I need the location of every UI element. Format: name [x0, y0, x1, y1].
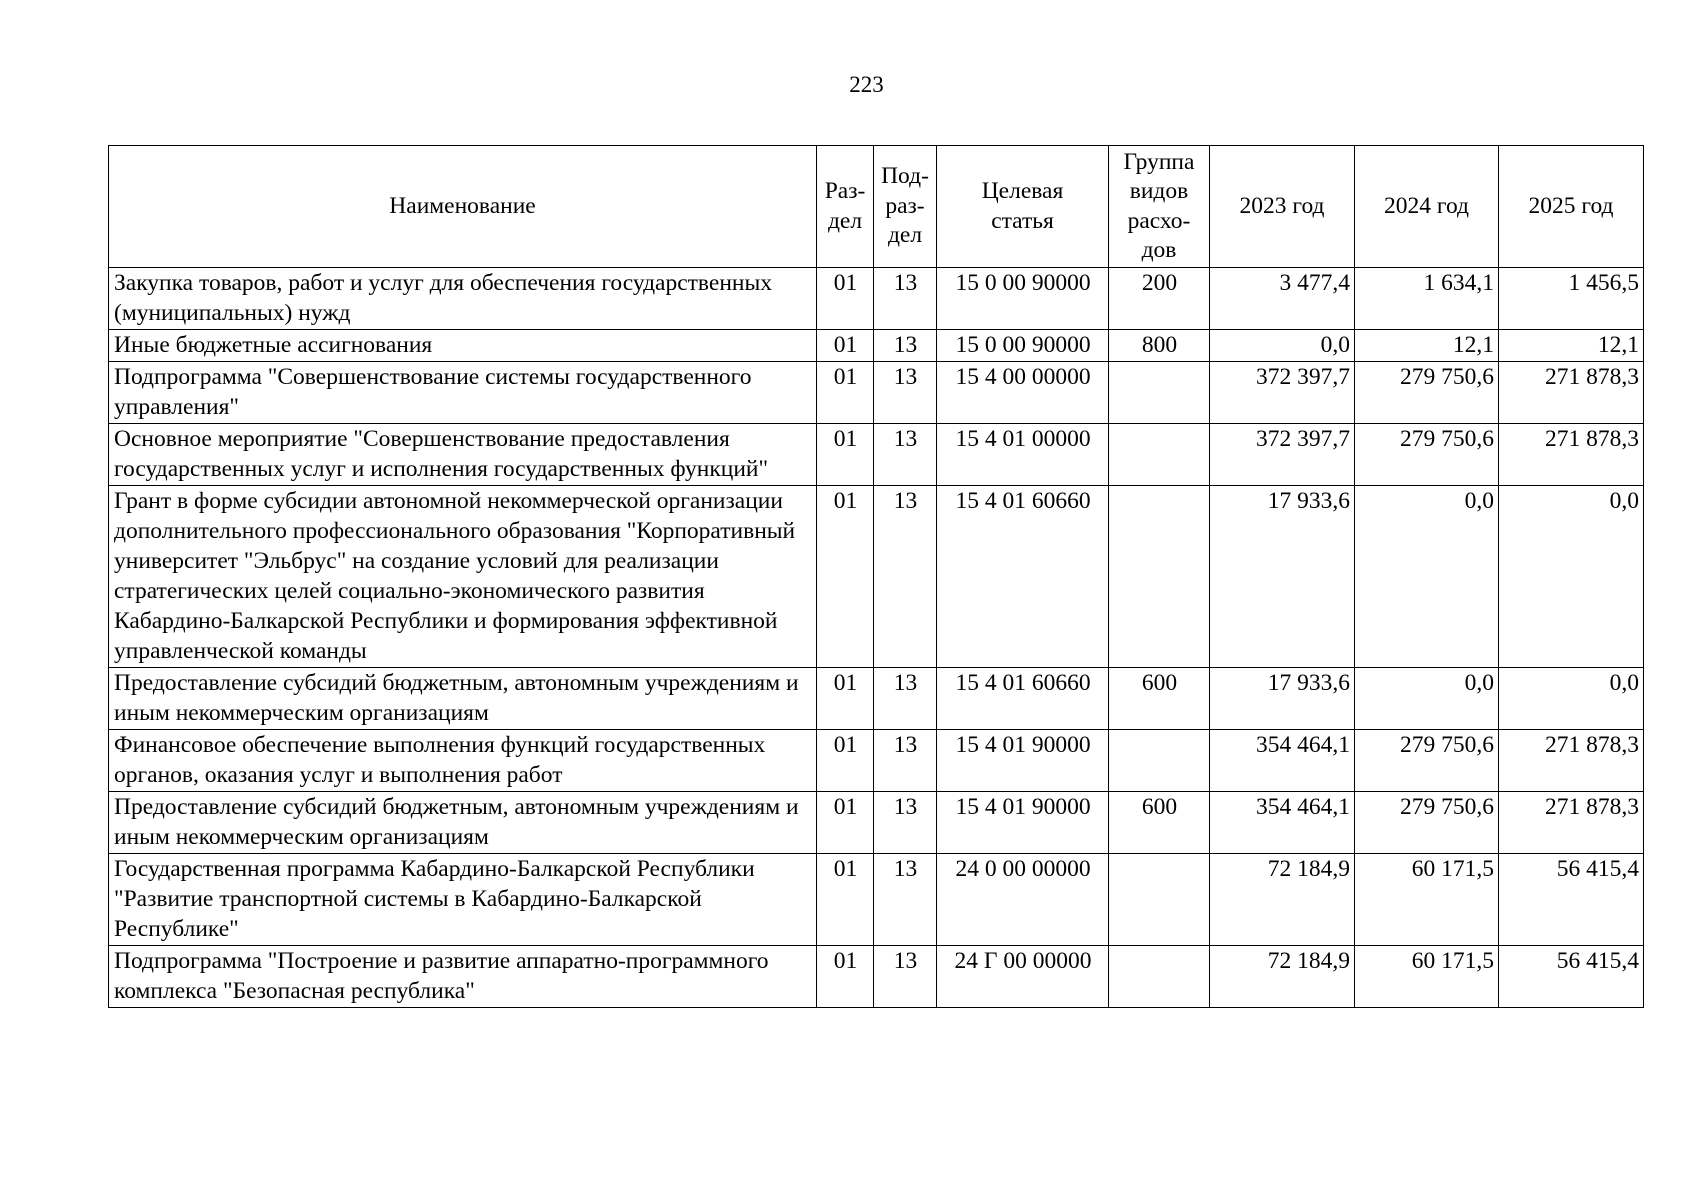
- cell-name: Подпрограмма "Совершенствование системы государственного управления": [109, 362, 817, 424]
- cell-target: 24 0 00 00000: [937, 854, 1109, 946]
- cell-2024: 12,1: [1355, 330, 1499, 362]
- header-2024: [1355, 146, 1499, 268]
- cell-section: 01: [817, 486, 874, 668]
- cell-target: 15 4 01 90000: [937, 792, 1109, 854]
- cell-2023: 354 464,1: [1210, 792, 1355, 854]
- header-subsection: [874, 146, 937, 268]
- header-target-text: Целевая статья: [981, 178, 1064, 234]
- cell-name: Финансовое обеспечение выполнения функций государственных органов, оказания услуг и выполнения работ: [109, 730, 817, 792]
- cell-name: Подпрограмма "Построение и развитие аппаратно-программного комплекса "Безопасная республика": [109, 946, 817, 1008]
- header-2023: [1210, 146, 1355, 268]
- cell-target: 15 4 01 00000: [937, 424, 1109, 486]
- cell-2025: 271 878,3: [1499, 424, 1644, 486]
- header-section: [817, 146, 874, 268]
- table-row: [109, 730, 1644, 792]
- table-row: [109, 668, 1644, 730]
- cell-2025: 56 415,4: [1499, 854, 1644, 946]
- cell-section: 01: [817, 330, 874, 362]
- cell-2023: 72 184,9: [1210, 854, 1355, 946]
- cell-target: 15 0 00 90000: [937, 268, 1109, 330]
- cell-name: Иные бюджетные ассигнования: [109, 330, 817, 362]
- cell-group: [1109, 730, 1210, 792]
- cell-subsection: 13: [874, 946, 937, 1008]
- cell-2024: 279 750,6: [1355, 792, 1499, 854]
- table-row: [109, 330, 1644, 362]
- cell-subsection: 13: [874, 486, 937, 668]
- cell-2024: 1 634,1: [1355, 268, 1499, 330]
- cell-section: 01: [817, 946, 874, 1008]
- header-2024-text: 2024 год: [1384, 192, 1469, 219]
- cell-group: 800: [1109, 330, 1210, 362]
- cell-group: [1109, 424, 1210, 486]
- page-number: 223: [849, 72, 884, 97]
- cell-2024: 60 171,5: [1355, 854, 1499, 946]
- cell-2024: 279 750,6: [1355, 362, 1499, 424]
- cell-2024: 60 171,5: [1355, 946, 1499, 1008]
- cell-subsection: 13: [874, 424, 937, 486]
- cell-section: 01: [817, 730, 874, 792]
- cell-2025: 271 878,3: [1499, 730, 1644, 792]
- table-row: [109, 486, 1644, 668]
- cell-group: 600: [1109, 792, 1210, 854]
- cell-2024: 279 750,6: [1355, 424, 1499, 486]
- header-2025-text: 2025 год: [1528, 192, 1614, 219]
- cell-section: 01: [817, 668, 874, 730]
- cell-2025: 0,0: [1499, 486, 1644, 668]
- cell-2023: 372 397,7: [1210, 424, 1355, 486]
- header-name-text: Наименование: [389, 192, 536, 219]
- cell-subsection: 13: [874, 730, 937, 792]
- cell-section: 01: [817, 792, 874, 854]
- header-name: [109, 146, 817, 268]
- cell-subsection: 13: [874, 268, 937, 330]
- cell-2023: 3 477,4: [1210, 268, 1355, 330]
- cell-target: 15 0 00 90000: [937, 330, 1109, 362]
- cell-2024: 0,0: [1355, 668, 1499, 730]
- table-row: [109, 268, 1644, 330]
- cell-subsection: 13: [874, 362, 937, 424]
- cell-target: 15 4 00 00000: [937, 362, 1109, 424]
- cell-name: Государственная программа Кабардино-Балкарской Республики "Развитие транспортной системы в Кабардино-Балкарской Республике": [109, 854, 817, 946]
- cell-2025: 271 878,3: [1499, 792, 1644, 854]
- cell-2023: 72 184,9: [1210, 946, 1355, 1008]
- cell-group: 200: [1109, 268, 1210, 330]
- cell-2025: 0,0: [1499, 668, 1644, 730]
- header-section-text: Раз- дел: [824, 178, 866, 234]
- header-2023-text: 2023 год: [1239, 192, 1325, 219]
- table-row: [109, 854, 1644, 946]
- cell-2023: 17 933,6: [1210, 486, 1355, 668]
- table-row: [109, 424, 1644, 486]
- header-group-text: Группа видов расхо- дов: [1123, 148, 1195, 263]
- table-row: [109, 792, 1644, 854]
- header-2025: [1499, 146, 1644, 268]
- table-row: [109, 946, 1644, 1008]
- cell-subsection: 13: [874, 668, 937, 730]
- cell-target: 24 Г 00 00000: [937, 946, 1109, 1008]
- cell-section: 01: [817, 268, 874, 330]
- cell-name: Грант в форме субсидии автономной некоммерческой организации дополнительного профессионального образования "Корпоративный университет "Эльбрус" на создание условий для реализации стратегических целей социально-экономического развития Кабардино-Балкарской Республики и формирования эффективной управленческой команды: [109, 486, 817, 668]
- cell-group: 600: [1109, 668, 1210, 730]
- cell-name: Закупка товаров, работ и услуг для обеспечения государственных (муниципальных) нужд: [109, 268, 817, 330]
- cell-2023: 372 397,7: [1210, 362, 1355, 424]
- cell-2024: 0,0: [1355, 486, 1499, 668]
- cell-2025: 271 878,3: [1499, 362, 1644, 424]
- header-group: [1109, 146, 1210, 268]
- cell-2023: 354 464,1: [1210, 730, 1355, 792]
- cell-2024: 279 750,6: [1355, 730, 1499, 792]
- cell-target: 15 4 01 90000: [937, 730, 1109, 792]
- header-subsection-text: Под- раз- дел: [881, 163, 929, 249]
- table-header-row: [109, 146, 1644, 268]
- cell-name: Предоставление субсидий бюджетным, автономным учреждениям и иным некоммерческим организациям: [109, 668, 817, 730]
- cell-2023: 0,0: [1210, 330, 1355, 362]
- cell-group: [1109, 854, 1210, 946]
- cell-2025: 56 415,4: [1499, 946, 1644, 1008]
- cell-section: 01: [817, 362, 874, 424]
- budget-table: [108, 145, 1644, 1008]
- cell-2025: 1 456,5: [1499, 268, 1644, 330]
- table-row: [109, 362, 1644, 424]
- cell-section: 01: [817, 854, 874, 946]
- cell-subsection: 13: [874, 854, 937, 946]
- cell-section: 01: [817, 424, 874, 486]
- cell-subsection: 13: [874, 330, 937, 362]
- cell-group: [1109, 946, 1210, 1008]
- cell-2025: 12,1: [1499, 330, 1644, 362]
- header-target: [937, 146, 1109, 268]
- cell-target: 15 4 01 60660: [937, 668, 1109, 730]
- cell-name: Основное мероприятие "Совершенствование предоставления государственных услуг и исполнения государственных функций": [109, 424, 817, 486]
- cell-name: Предоставление субсидий бюджетным, автономным учреждениям и иным некоммерческим организациям: [109, 792, 817, 854]
- cell-2023: 17 933,6: [1210, 668, 1355, 730]
- cell-group: [1109, 486, 1210, 668]
- cell-group: [1109, 362, 1210, 424]
- table-body: [109, 268, 1644, 1008]
- cell-subsection: 13: [874, 792, 937, 854]
- cell-target: 15 4 01 60660: [937, 486, 1109, 668]
